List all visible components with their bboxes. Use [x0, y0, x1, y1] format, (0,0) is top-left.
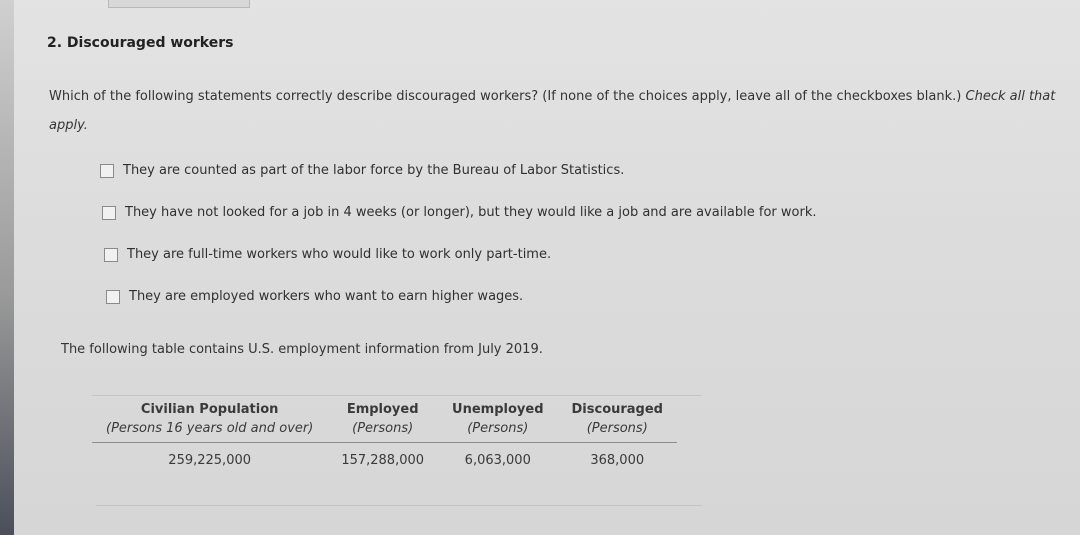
checkbox[interactable]	[102, 206, 116, 220]
table-intro: The following table contains U.S. employment information from July 2019.	[61, 342, 543, 357]
screen-edge	[0, 0, 14, 535]
question-title: 2. Discouraged workers	[47, 35, 234, 51]
header-unemployed: Unemployed	[452, 402, 544, 417]
cell-discouraged: 368,000	[590, 453, 645, 468]
subheader-employed: (Persons)	[352, 421, 414, 436]
choice-label: They are counted as part of the labor force by the Bureau of Labor Statistics.	[123, 163, 625, 178]
question-prompt-text: Which of the following statements correctly describe discouraged workers? (If none of the choices apply, leave all of the checkboxes blank.)	[49, 89, 962, 104]
cell-unemployed: 6,063,000	[464, 453, 531, 468]
cell-employed: 157,288,000	[341, 453, 425, 468]
question-prompt	[49, 82, 1074, 140]
choice-option[interactable]	[104, 247, 551, 262]
checkbox[interactable]	[100, 164, 114, 178]
table-top-rule	[92, 395, 702, 396]
choice-label: They are full-time workers who would like to work only part-time.	[127, 247, 552, 262]
choice-label: They have not looked for a job in 4 weeks (or longer), but they would like a job and are available for work.	[125, 205, 817, 220]
question-hint: Check all that apply.	[49, 89, 1056, 133]
checkbox[interactable]	[104, 248, 118, 262]
subheader-unemployed: (Persons)	[467, 421, 529, 436]
header-discouraged: Discouraged	[571, 402, 663, 417]
subheader-civilian-population: (Persons 16 years old and over)	[106, 421, 314, 436]
header-row	[92, 400, 677, 417]
choice-label: They are employed workers who want to earn higher wages.	[129, 289, 524, 304]
choice-option[interactable]	[102, 205, 817, 220]
employment-table	[92, 400, 677, 476]
subheader-discouraged: (Persons)	[586, 421, 648, 436]
subheader-row	[92, 417, 677, 443]
cell-civilian-population: 259,225,000	[168, 453, 252, 468]
table-bottom-rule	[96, 505, 702, 506]
checkbox[interactable]	[106, 290, 120, 304]
table-row	[92, 443, 677, 477]
top-tab	[108, 0, 250, 8]
header-civilian-population: Civilian Population	[140, 402, 279, 417]
choice-option[interactable]	[106, 289, 523, 304]
header-employed: Employed	[346, 402, 419, 417]
choice-option[interactable]	[100, 163, 624, 178]
